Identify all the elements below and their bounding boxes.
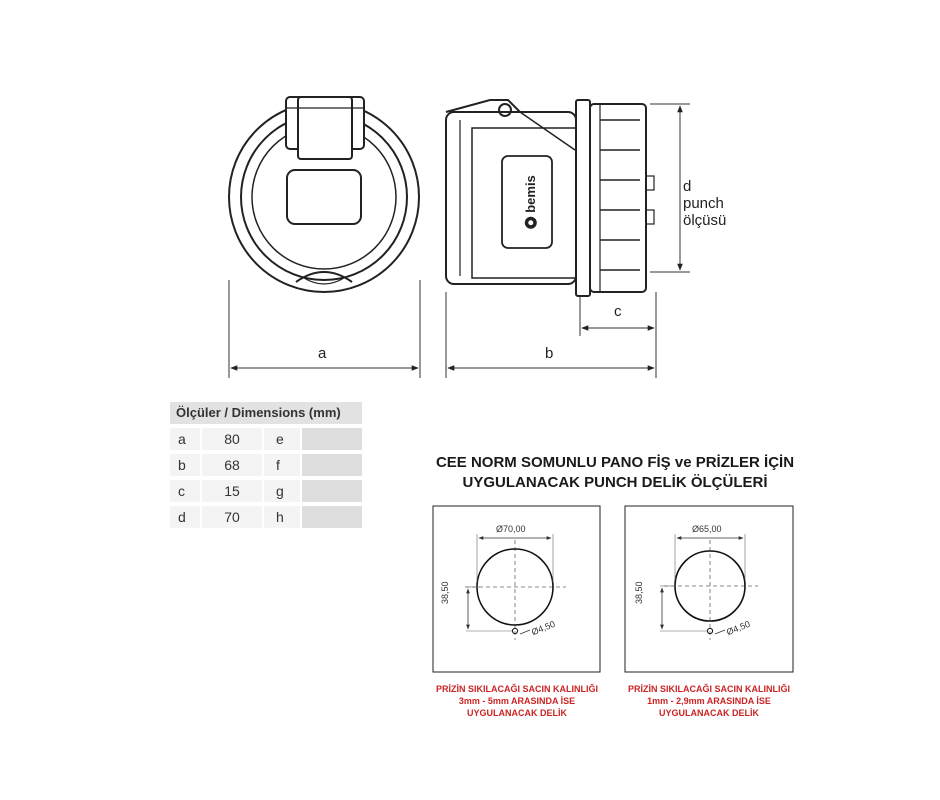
table-row [170,428,362,450]
dim-d-line3: ölçüsü [683,212,727,229]
punch-diagrams [0,500,940,680]
left-thickness-note [427,683,607,719]
table-key: a [170,428,200,450]
right-thickness-note [619,683,799,719]
right-small-hole-label: Ø4,50 [725,618,752,638]
table-key: b [170,454,200,476]
dimensions-table-header: Ölçüler / Dimensions (mm) [170,402,362,424]
bemis-logo-icon [523,215,537,229]
punch-title [395,453,835,493]
table-value: 80 [200,428,262,450]
dim-b-label: b [545,345,554,362]
dim-d-label [683,178,726,229]
dim-c-label: c [614,303,622,320]
dim-a-label: a [318,345,327,362]
table-key: d [170,506,200,528]
table-key: g [262,480,300,502]
table-row [170,454,362,476]
right-note-line2: 1mm - 2,9mm ARASINDA İSE [647,696,771,706]
right-note-line1: PRİZİN SIKILACAĞI SACIN KALINLIĞI [628,684,790,694]
front-view [229,97,419,292]
dim-d-line1: d [683,178,692,195]
dim-d-line2: punch [683,195,724,212]
table-row [170,480,362,502]
table-key: c [170,480,200,502]
left-small-hole-label: Ø4,50 [530,618,557,638]
left-note-line1: PRİZİN SIKILACAĞI SACIN KALINLIĞI [436,684,598,694]
right-diameter-label: Ø65,00 [692,524,722,534]
table-value: 68 [200,454,262,476]
table-value [300,454,362,476]
table-value: 15 [200,480,262,502]
left-height-label: 38,50 [440,581,450,604]
punch-title-line1: CEE NORM SOMUNLU PANO FİŞ ve PRİZLER İÇİN [435,454,795,471]
brand-label [505,164,555,240]
table-key: h [262,506,300,528]
table-key: e [262,428,300,450]
brand-text: bemis [522,174,538,213]
punch-title-line2: UYGULANACAK PUNCH DELİK ÖLÇÜLERİ [462,474,768,491]
table-key: f [262,454,300,476]
table-value [300,428,362,450]
table-value [300,480,362,502]
right-note-line3: UYGULANACAK DELİK [659,708,759,718]
left-diameter-label: Ø70,00 [496,524,526,534]
left-note-line3: UYGULANACAK DELİK [467,708,567,718]
table-value: 70 [200,506,262,528]
left-note-line2: 3mm - 5mm ARASINDA İSE [458,696,576,706]
right-height-label: 38,50 [634,581,644,604]
